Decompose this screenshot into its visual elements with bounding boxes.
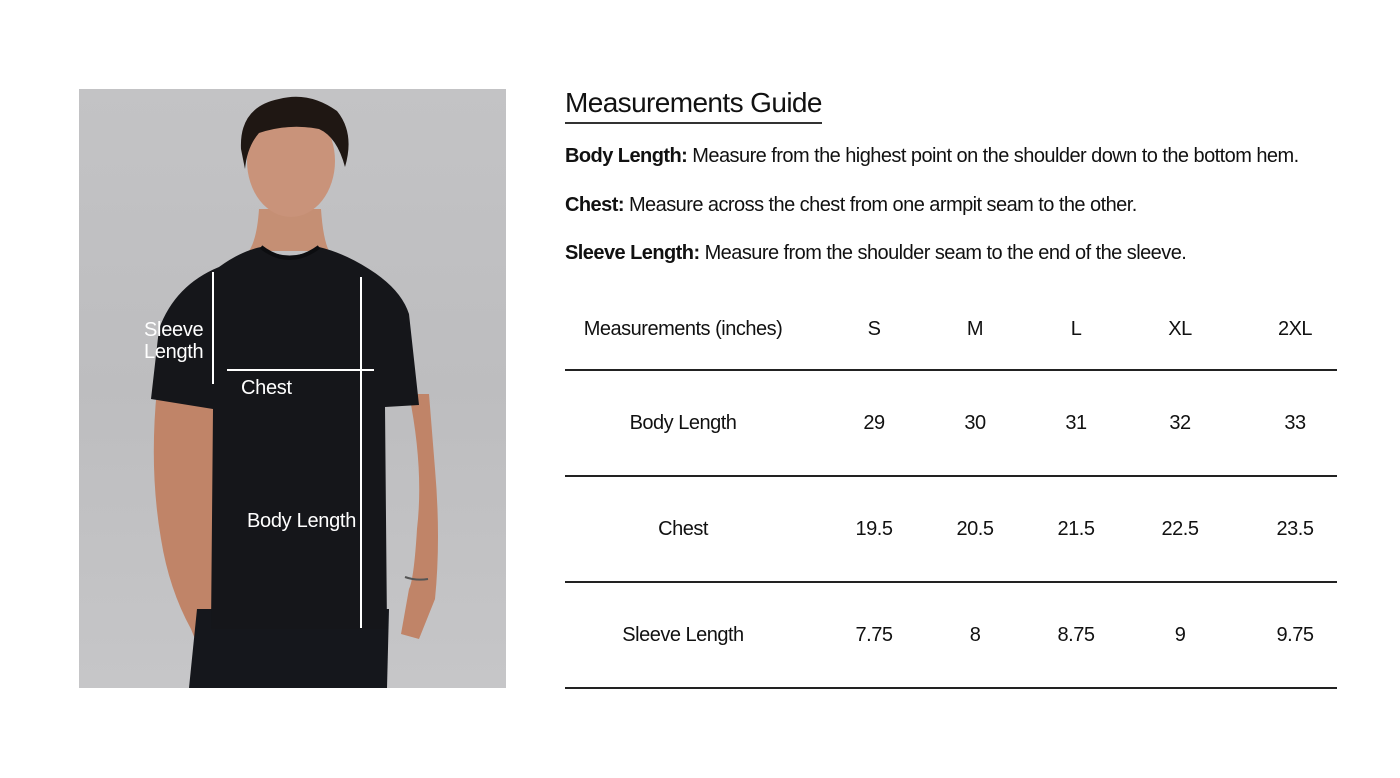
body-length-measure-line [360,277,362,628]
size-chart-table [565,290,1337,689]
table-row-body-length [565,371,1337,477]
cell-2xl: 9.75 [1276,623,1314,646]
guide-item-chest [565,194,1137,217]
cell-l: 21.5 [1057,517,1095,540]
cell-m: 20.5 [956,517,994,540]
guide-term: Chest: [565,194,624,216]
chest-overlay-label: Chest [241,377,292,399]
sleeve-label-line2: Length [144,341,204,363]
cell-2xl: 33 [1284,411,1306,434]
guide-item-sleeve-length [565,242,1186,265]
cell-xl: 32 [1169,411,1191,434]
row-label: Body Length [629,411,737,434]
table-header-row [565,290,1337,371]
table-row-sleeve-length [565,583,1337,689]
header-size-2xl: 2XL [1277,318,1313,340]
sleeve-label-line1: Sleeve [144,319,204,341]
cell-m: 8 [969,623,981,646]
row-label: Chest [658,517,708,540]
header-size-xl: XL [1168,318,1192,340]
cell-xl: 22.5 [1161,517,1199,540]
header-measurements: Measurements (inches) [583,318,783,340]
sleeve-length-overlay-label [144,319,203,363]
body-length-overlay-label: Body Length [247,510,357,532]
guide-desc: Measure from the shoulder seam to the end of the sleeve. [699,242,1187,264]
cell-m: 30 [964,411,986,434]
model-illustration [79,89,506,688]
guide-item-body-length [565,145,1299,168]
chest-measure-line [227,369,374,371]
cell-s: 7.75 [855,623,893,646]
sleeve-measure-line [212,272,214,384]
guide-term: Sleeve Length: [565,242,700,264]
model-photo [79,89,506,688]
cell-2xl: 23.5 [1276,517,1314,540]
header-size-s: S [867,318,881,340]
row-label: Sleeve Length [622,623,744,646]
cell-l: 31 [1065,411,1087,434]
cell-l: 8.75 [1057,623,1095,646]
guide-desc: Measure from the highest point on the shoulder down to the bottom hem. [687,145,1299,167]
guide-title: Measurements Guide [565,86,822,124]
guide-term: Body Length: [565,145,688,167]
guide-desc: Measure across the chest from one armpit seam to the other. [623,194,1137,216]
cell-s: 19.5 [855,517,893,540]
table-row-chest [565,477,1337,583]
header-size-l: L [1070,318,1082,340]
cell-s: 29 [863,411,885,434]
header-size-m: M [966,318,984,340]
cell-xl: 9 [1174,623,1186,646]
